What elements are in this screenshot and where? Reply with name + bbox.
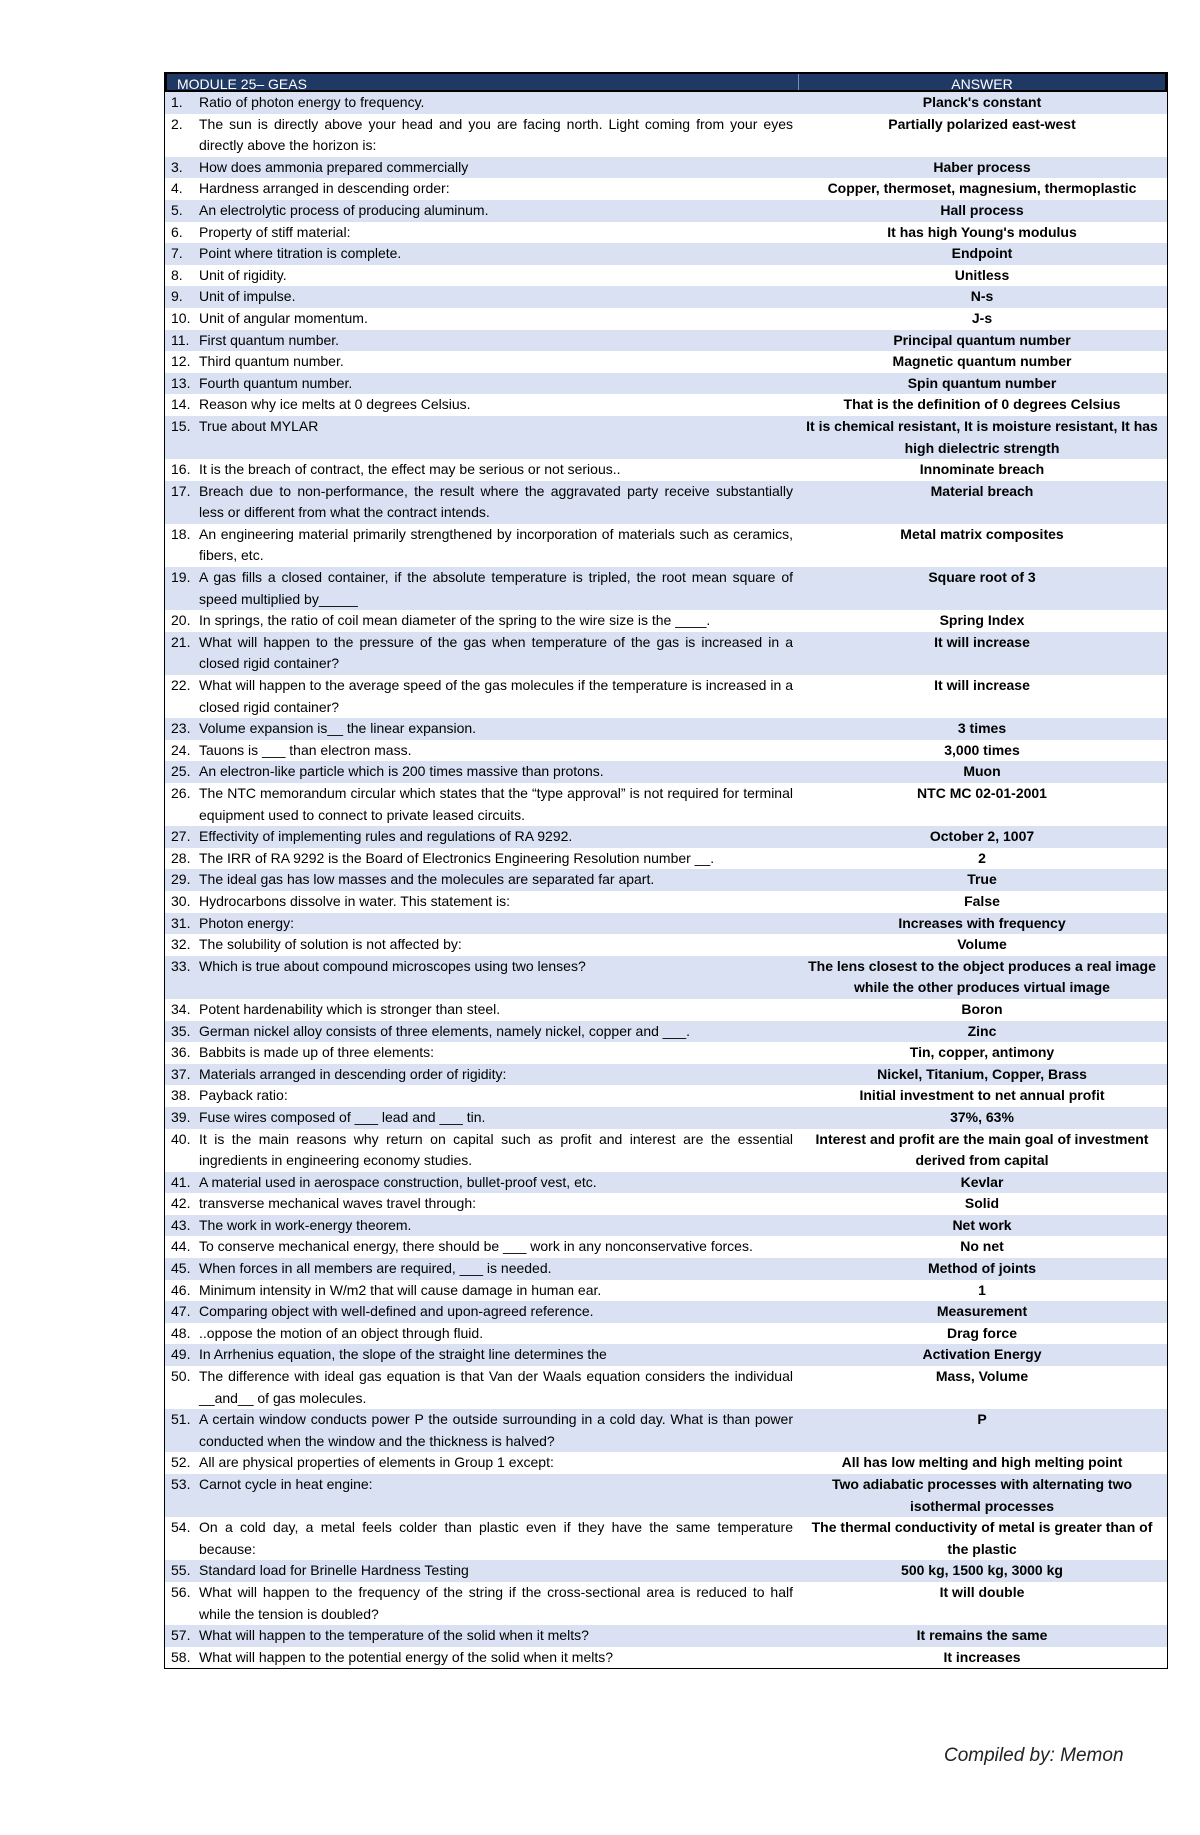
question-text: Point where titration is complete.	[199, 245, 402, 262]
question-number: 44.	[171, 1238, 191, 1255]
question-number: 58.	[171, 1648, 191, 1665]
table-row	[165, 1582, 1167, 1625]
question-number: 39.	[171, 1108, 191, 1125]
answer-cell: Kevlar	[960, 1173, 1004, 1190]
answer-cell: N-s	[970, 288, 994, 305]
question-text: An electrolytic process of producing aluminum.	[199, 201, 489, 218]
question-text: What will happen to the temperature of the solid when it melts?	[199, 1627, 589, 1644]
answer-cell: The thermal conductivity of metal is greater than of the plastic	[811, 1519, 1153, 1557]
answer-cell: All has low melting and high melting point	[841, 1454, 1123, 1471]
answer-cell: Haber process	[933, 158, 1031, 175]
question-number: 16.	[171, 461, 191, 478]
question-cell	[165, 783, 797, 826]
answer-cell: Volume	[957, 936, 1007, 953]
question-number: 26.	[171, 785, 191, 801]
table-row	[165, 891, 1167, 913]
table-row	[165, 243, 1167, 265]
question-number: 35.	[171, 1022, 191, 1039]
table-row	[165, 1172, 1167, 1194]
table-row	[165, 1366, 1167, 1409]
question-cell	[165, 243, 797, 265]
question-text: Hydrocarbons dissolve in water. This statement is:	[199, 892, 510, 909]
question-text: First quantum number.	[199, 331, 340, 348]
answer-cell: Endpoint	[951, 245, 1013, 262]
question-cell	[165, 200, 797, 222]
answer-cell: 500 kg, 1500 kg, 3000 kg	[901, 1562, 1063, 1579]
question-cell	[165, 1301, 797, 1323]
answer-cell: Hall process	[940, 201, 1024, 218]
answer-cell: It will double	[939, 1583, 1025, 1600]
answer-cell: That is the definition of 0 degrees Celsius	[843, 396, 1121, 413]
table-row	[165, 92, 1167, 114]
answer-cell: Increases with frequency	[898, 914, 1066, 931]
question-cell	[165, 1107, 797, 1129]
answer-cell: Nickel, Titanium, Copper, Brass	[877, 1065, 1087, 1082]
question-text: Payback ratio:	[199, 1087, 288, 1104]
table-row	[165, 373, 1167, 395]
question-cell	[165, 718, 797, 740]
question-text: Unit of impulse.	[199, 288, 296, 305]
answer-cell: It will increase	[934, 677, 1030, 694]
question-cell	[165, 1193, 797, 1215]
table-row	[165, 783, 1167, 826]
question-cell	[165, 1280, 797, 1302]
answer-cell: Square root of 3	[928, 569, 1036, 586]
question-number: 2.	[171, 115, 183, 132]
question-text: ..oppose the motion of an object through fluid.	[199, 1324, 484, 1341]
question-text: The NTC memorandum circular which states that the “type approval” is not required for terminal equipment used to connect to private leased circuits.	[199, 785, 793, 823]
table-row	[165, 913, 1167, 935]
question-number: 8.	[171, 266, 183, 283]
question-number: 27.	[171, 828, 191, 845]
answer-cell: It is chemical resistant, It is moisture resistant, It has high dielectric strength	[806, 417, 1158, 456]
question-cell	[165, 351, 797, 373]
table-row	[165, 1474, 1167, 1517]
question-text: What will happen to the potential energy of the solid when it melts?	[199, 1648, 614, 1665]
question-cell	[165, 1474, 797, 1517]
table-row	[165, 934, 1167, 956]
question-cell	[165, 1215, 797, 1237]
answer-cell: J-s	[971, 309, 993, 326]
question-number: 6.	[171, 223, 183, 240]
table-row	[165, 761, 1167, 783]
question-text: Effectivity of implementing rules and regulations of RA 9292.	[199, 828, 573, 845]
answer-cell: It increases	[943, 1648, 1021, 1665]
question-number: 32.	[171, 936, 191, 953]
question-number: 17.	[171, 482, 191, 499]
question-number: 47.	[171, 1303, 191, 1320]
question-cell	[165, 934, 797, 956]
question-cell	[165, 1129, 797, 1172]
answer-cell: Interest and profit are the main goal of investment derived from capital	[815, 1130, 1149, 1169]
question-text: German nickel alloy consists of three elements, namely nickel, copper and ___.	[199, 1022, 691, 1039]
question-number: 9.	[171, 288, 183, 305]
question-cell	[165, 416, 797, 459]
question-text: What will happen to the average speed of the gas molecules if the temperature is increased in a closed rigid container?	[199, 677, 793, 715]
question-cell	[165, 1021, 797, 1043]
question-cell	[165, 740, 797, 762]
question-text: Materials arranged in descending order of rigidity:	[199, 1065, 507, 1082]
question-text: Third quantum number.	[199, 353, 344, 370]
table-row	[165, 999, 1167, 1021]
question-cell	[165, 956, 797, 999]
question-cell	[165, 330, 797, 352]
question-cell	[165, 1452, 797, 1474]
table-row	[165, 265, 1167, 287]
table-row	[165, 826, 1167, 848]
question-number: 23.	[171, 720, 191, 737]
answer-cell: No net	[960, 1238, 1004, 1255]
question-number: 45.	[171, 1260, 191, 1277]
question-text: Standard load for Brinelle Hardness Testing	[199, 1562, 469, 1579]
question-number: 25.	[171, 763, 191, 780]
question-cell	[165, 394, 797, 416]
question-cell	[165, 114, 797, 157]
table-row	[165, 330, 1167, 352]
qa-table	[164, 72, 1168, 1669]
question-text: On a cold day, a metal feels colder than plastic even if they have the same temperature because:	[199, 1519, 793, 1557]
question-number: 1.	[171, 94, 183, 110]
answer-cell: Metal matrix composites	[900, 525, 1064, 542]
question-cell	[165, 1323, 797, 1345]
module-title: MODULE 25– GEAS	[167, 74, 799, 90]
question-cell	[165, 178, 797, 200]
question-text: The IRR of RA 9292 is the Board of Electronics Engineering Resolution number __.	[199, 849, 715, 866]
question-cell	[165, 675, 797, 718]
question-text: What will happen to the frequency of the string if the cross-sectional area is reduced to half while the tension is doubled?	[199, 1583, 793, 1622]
question-text: True about MYLAR	[199, 417, 319, 434]
answer-cell: True	[967, 871, 997, 888]
question-number: 55.	[171, 1562, 191, 1579]
answer-cell: Net work	[952, 1216, 1012, 1233]
question-text: An electron-like particle which is 200 times massive than protons.	[199, 763, 604, 780]
question-cell	[165, 891, 797, 913]
question-number: 50.	[171, 1368, 191, 1385]
question-cell	[165, 610, 797, 632]
answer-cell: 3,000 times	[944, 741, 1020, 758]
question-number: 30.	[171, 892, 191, 909]
question-text: Unit of angular momentum.	[199, 309, 368, 326]
question-text: How does ammonia prepared commercially	[199, 158, 469, 175]
answer-cell: 3 times	[957, 720, 1007, 737]
question-number: 22.	[171, 677, 191, 694]
question-cell	[165, 826, 797, 848]
table-row	[165, 394, 1167, 416]
table-row	[165, 956, 1167, 999]
question-text: The ideal gas has low masses and the molecules are separated far apart.	[199, 871, 655, 888]
table-row	[165, 675, 1167, 718]
question-text: transverse mechanical waves travel through:	[199, 1195, 477, 1212]
answer-cell: Planck's constant	[922, 94, 1042, 110]
table-row	[165, 222, 1167, 244]
answer-cell: Two adiabatic processes with alternating two isothermal processes	[831, 1476, 1133, 1514]
answer-cell: Material breach	[930, 482, 1034, 499]
question-cell	[165, 157, 797, 179]
table-row	[165, 1193, 1167, 1215]
table-row	[165, 1344, 1167, 1366]
question-number: 14.	[171, 396, 191, 413]
question-number: 37.	[171, 1065, 191, 1082]
question-text: Volume expansion is__ the linear expansion.	[199, 720, 477, 737]
table-row	[165, 567, 1167, 610]
question-text: Babbits is made up of three elements:	[199, 1044, 435, 1061]
table-row	[165, 1280, 1167, 1302]
table-row	[165, 524, 1167, 567]
question-number: 21.	[171, 633, 191, 650]
question-number: 7.	[171, 245, 183, 262]
question-text: It is the main reasons why return on capital such as profit and interest are the essential ingredients in engineering economy studies.	[199, 1130, 793, 1169]
question-cell	[165, 308, 797, 330]
answer-cell: Spring Index	[939, 612, 1025, 629]
answer-cell: October 2, 1007	[929, 828, 1035, 845]
table-row	[165, 1560, 1167, 1582]
question-number: 53.	[171, 1476, 191, 1492]
question-text: Unit of rigidity.	[199, 266, 287, 283]
table-row	[165, 157, 1167, 179]
table-row	[165, 1021, 1167, 1043]
table-row	[165, 481, 1167, 524]
table-row	[165, 114, 1167, 157]
answer-cell: NTC MC 02-01-2001	[917, 785, 1047, 801]
table-row	[165, 286, 1167, 308]
compiled-by-footer: Compiled by: Memon	[944, 1745, 1124, 1766]
question-cell	[165, 761, 797, 783]
question-text: The difference with ideal gas equation is that Van der Waals equation considers the individual __and__ of gas molecules.	[199, 1368, 793, 1406]
question-cell	[165, 92, 797, 114]
question-number: 54.	[171, 1519, 191, 1536]
table-row	[165, 1129, 1167, 1172]
answer-cell: Mass, Volume	[935, 1368, 1029, 1385]
question-number: 29.	[171, 871, 191, 888]
answer-cell: Zinc	[967, 1022, 997, 1039]
question-cell	[165, 1236, 797, 1258]
question-cell	[165, 632, 797, 675]
question-cell	[165, 524, 797, 567]
question-text: Minimum intensity in W/m2 that will cause damage in human ear.	[199, 1281, 602, 1298]
question-number: 42.	[171, 1195, 191, 1212]
table-body	[165, 92, 1167, 1668]
answer-cell: It will increase	[934, 633, 1030, 650]
answer-cell: It has high Young's modulus	[887, 223, 1077, 240]
table-row	[165, 1042, 1167, 1064]
question-number: 33.	[171, 957, 191, 974]
answer-cell: Drag force	[946, 1324, 1018, 1341]
question-text: Fourth quantum number.	[199, 374, 353, 391]
table-row	[165, 1647, 1167, 1669]
table-row	[165, 1215, 1167, 1237]
question-cell	[165, 1042, 797, 1064]
answer-cell: Muon	[963, 763, 1001, 780]
question-text: Ratio of photon energy to frequency.	[199, 94, 425, 110]
answer-cell: 2	[978, 849, 986, 866]
question-cell	[165, 1582, 797, 1625]
question-cell	[165, 1172, 797, 1194]
question-text: An engineering material primarily strengthened by incorporation of materials such as ceramics, fibers, etc.	[199, 525, 793, 564]
question-cell	[165, 999, 797, 1021]
answer-cell: Boron	[961, 1000, 1003, 1017]
table-row	[165, 1064, 1167, 1086]
question-text: In Arrhenius equation, the slope of the straight line determines the	[199, 1346, 607, 1363]
question-number: 36.	[171, 1044, 191, 1061]
answer-cell: Magnetic quantum number	[892, 353, 1072, 370]
table-row	[165, 200, 1167, 222]
question-number: 13.	[171, 374, 191, 391]
question-number: 48.	[171, 1324, 191, 1341]
table-row	[165, 308, 1167, 330]
question-number: 56.	[171, 1583, 191, 1600]
answer-cell: Spin quantum number	[907, 374, 1057, 391]
question-cell	[165, 869, 797, 891]
answer-cell: 1	[978, 1281, 986, 1298]
question-text: The work in work-energy theorem.	[199, 1216, 412, 1233]
table-row	[165, 1625, 1167, 1647]
question-number: 34.	[171, 1000, 191, 1017]
question-text: Breach due to non-performance, the result where the aggravated party receive substantially less or different from what the contract intends.	[199, 482, 793, 521]
table-row	[165, 740, 1167, 762]
answer-cell: 37%, 63%	[950, 1108, 1014, 1125]
question-number: 40.	[171, 1130, 191, 1147]
question-cell	[165, 286, 797, 308]
table-row	[165, 459, 1167, 481]
question-cell	[165, 1344, 797, 1366]
question-cell	[165, 848, 797, 870]
table-row	[165, 869, 1167, 891]
question-text: When forces in all members are required, ___ is needed.	[199, 1260, 552, 1277]
question-text: Photon energy:	[199, 914, 294, 931]
question-text: Hardness arranged in descending order:	[199, 180, 450, 197]
table-row	[165, 178, 1167, 200]
question-number: 24.	[171, 741, 191, 758]
question-cell	[165, 913, 797, 935]
table-row	[165, 632, 1167, 675]
question-number: 57.	[171, 1627, 191, 1644]
question-text: Tauons is ___ than electron mass.	[199, 741, 412, 758]
question-number: 4.	[171, 180, 183, 197]
question-cell	[165, 481, 797, 524]
question-text: To conserve mechanical energy, there should be ___ work in any nonconservative forces.	[199, 1238, 753, 1255]
question-text: A certain window conducts power P the outside surrounding in a cold day. What is than power conducted when the window and the thickness is halved?	[199, 1411, 793, 1449]
question-number: 52.	[171, 1454, 191, 1471]
question-text: Fuse wires composed of ___ lead and ___ tin.	[199, 1108, 486, 1125]
question-number: 38.	[171, 1087, 191, 1104]
question-text: In springs, the ratio of coil mean diameter of the spring to the wire size is the ____.	[199, 612, 711, 629]
question-cell	[165, 373, 797, 395]
question-text: A gas fills a closed container, if the absolute temperature is tripled, the root mean square of speed multiplied by_____	[199, 569, 793, 607]
question-text: Potent hardenability which is stronger than steel.	[199, 1000, 501, 1017]
table-row	[165, 1301, 1167, 1323]
question-number: 28.	[171, 849, 191, 866]
question-text: Property of stiff material:	[199, 223, 351, 240]
question-cell	[165, 1085, 797, 1107]
question-number: 19.	[171, 569, 191, 586]
question-cell	[165, 1409, 797, 1452]
question-cell	[165, 567, 797, 610]
question-cell	[165, 265, 797, 287]
table-row	[165, 1085, 1167, 1107]
question-number: 51.	[171, 1411, 191, 1428]
answer-cell: Activation Energy	[922, 1346, 1042, 1363]
table-row	[165, 1236, 1167, 1258]
question-text: Which is true about compound microscopes using two lenses?	[199, 957, 586, 974]
question-number: 49.	[171, 1346, 191, 1363]
question-number: 12.	[171, 353, 191, 370]
answer-cell: Principal quantum number	[893, 331, 1071, 348]
question-cell	[165, 1366, 797, 1409]
table-row	[165, 718, 1167, 740]
question-text: The solubility of solution is not affected by:	[199, 936, 462, 953]
question-cell	[165, 1560, 797, 1582]
question-cell	[165, 459, 797, 481]
answer-cell: Solid	[964, 1195, 1000, 1212]
question-text: Carnot cycle in heat engine:	[199, 1476, 373, 1492]
question-number: 18.	[171, 525, 191, 542]
question-text: It is the breach of contract, the effect may be serious or not serious..	[199, 461, 621, 478]
answer-column-header: ANSWER	[951, 76, 1013, 92]
question-number: 31.	[171, 914, 191, 931]
table-row	[165, 1323, 1167, 1345]
table-row	[165, 1517, 1167, 1560]
question-text: A material used in aerospace construction, bullet-proof vest, etc.	[199, 1173, 597, 1190]
answer-cell: The lens closest to the object produces a real image while the other produces virtual image	[808, 957, 1156, 996]
question-number: 41.	[171, 1173, 191, 1190]
answer-cell: Tin, copper, antimony	[909, 1044, 1055, 1061]
question-cell	[165, 1647, 797, 1669]
question-text: All are physical properties of elements in Group 1 except:	[199, 1454, 554, 1471]
question-number: 46.	[171, 1281, 191, 1298]
table-header	[165, 72, 1167, 92]
question-text: The sun is directly above your head and you are facing north. Light coming from your eyes directly above the horizon is:	[199, 115, 793, 154]
answer-cell: It remains the same	[916, 1627, 1048, 1644]
question-cell	[165, 1258, 797, 1280]
question-number: 5.	[171, 201, 183, 218]
answer-cell: Measurement	[936, 1303, 1028, 1320]
question-text: Comparing object with well-defined and upon-agreed reference.	[199, 1303, 594, 1320]
question-number: 11.	[171, 331, 190, 348]
table-row	[165, 1409, 1167, 1452]
question-number: 10.	[171, 309, 191, 326]
question-number: 43.	[171, 1216, 191, 1233]
question-cell	[165, 1625, 797, 1647]
question-cell	[165, 1064, 797, 1086]
question-text: What will happen to the pressure of the gas when temperature of the gas is increased in a closed rigid container?	[199, 633, 793, 672]
table-row	[165, 1258, 1167, 1280]
answer-cell: Unitless	[954, 266, 1010, 283]
question-cell	[165, 222, 797, 244]
question-number: 20.	[171, 612, 191, 629]
table-row	[165, 1107, 1167, 1129]
answer-cell: Innominate breach	[919, 461, 1045, 478]
table-row	[165, 1452, 1167, 1474]
question-number: 15.	[171, 417, 191, 434]
answer-cell: Partially polarized east-west	[888, 115, 1076, 132]
answer-cell: Method of joints	[927, 1260, 1037, 1277]
answer-cell: Copper, thermoset, magnesium, thermoplastic	[827, 180, 1137, 197]
question-cell	[165, 1517, 797, 1560]
table-row	[165, 416, 1167, 459]
table-row	[165, 610, 1167, 632]
table-row	[165, 848, 1167, 870]
table-row	[165, 351, 1167, 373]
question-number: 3.	[171, 158, 183, 175]
answer-cell: False	[964, 892, 1000, 909]
answer-cell: Initial investment to net annual profit	[859, 1087, 1105, 1104]
question-text: Reason why ice melts at 0 degrees Celsius.	[199, 396, 471, 413]
answer-cell: P	[977, 1411, 987, 1428]
